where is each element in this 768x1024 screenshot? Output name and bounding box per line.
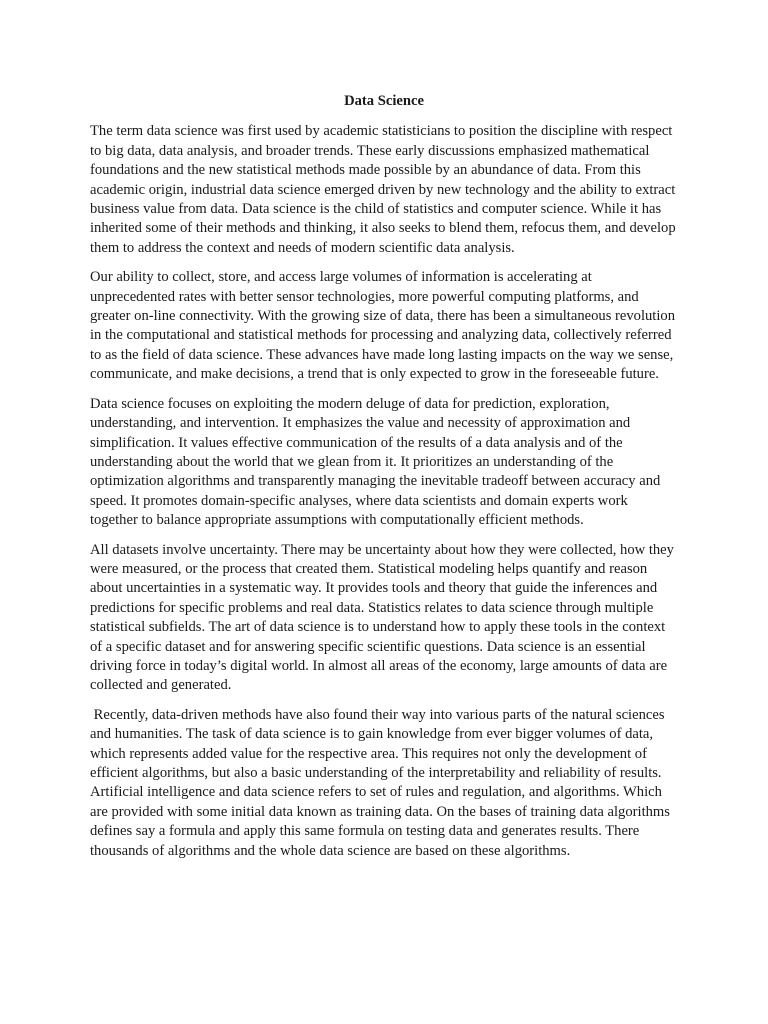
paragraph-5: Recently, data-driven methods have also found their way into various parts of the natural sciences and humanities. The task of data science is to gain knowledge from ever bigger volumes of data, which represents added value for the respective area. This requires not only the development of efficient algorithms, but also a basic understanding of the interpretability and reliability of results. Artificial intelligence and data science refers to set of rules and regulation, and algorithms. Which are provided with some initial data known as training data. On the bases of training data algorithms defines say a formula and apply this same formula on testing data and generates results. There thousands of algorithms and the whole data science are based on these algorithms.: [90, 706, 674, 859]
paragraph-2: Our ability to collect, store, and access large volumes of information is accelerating at unprecedented rates with better sensor technologies, more powerful computing platforms, and greater on-line connectivity. With the growing size of data, there has been a simultaneous revolution in the computational and statistical methods for processing and analyzing data, collectively referred to as the field of data science. These advances have made long lasting impacts on the way we sense, communicate, and make decisions, a trend that is only expected to grow in the foreseeable future.: [90, 269, 676, 383]
document-page: [90, 92, 678, 871]
paragraph-1: The term data science was first used by academic statisticians to position the discipline with respect to big data, data analysis, and broader trends. These early discussions emphasized mathematical foundations and the new statistical methods made possible by an abundance of data. From this academic origin, industrial data science emerged driven by new technology and the ability to extract business value from data. Data science is the child of statistics and computer science. While it has inherited some of their methods and thinking, it also seeks to blend them, refocus them, and develop them to address the context and needs of modern scientific data analysis.: [90, 123, 676, 256]
paragraph-4: All datasets involve uncertainty. There may be uncertainty about how they were collected, how they were measured, or the process that created them. Statistical modeling helps quantify and reason about uncertainties in a systematic way. It provides tools and theory that guide the inferences and predictions for specific problems and real data. Statistics relates to data science through multiple statistical subfields. The art of data science is to understand how to apply these tools in the context of a specific dataset and for answering specific scientific questions. Data science is an essential driving force in today’s digital world. In almost all areas of the economy, large amounts of data are collected and generated.: [90, 541, 674, 694]
paragraph-3: Data science focuses on exploiting the modern deluge of data for prediction, exploration, understanding, and intervention. It emphasizes the value and necessity of approximation and simplification. It values effective communication of the results of a data analysis and of the understanding about the world that we glean from it. It prioritizes an understanding of the optimization algorithms and transparently managing the inevitable tradeoff between accuracy and speed. It promotes domain-specific analyses, where data scientists and domain experts work together to balance appropriate assumptions with computationally efficient methods.: [90, 395, 661, 529]
document-title: Data Science: [344, 93, 424, 109]
